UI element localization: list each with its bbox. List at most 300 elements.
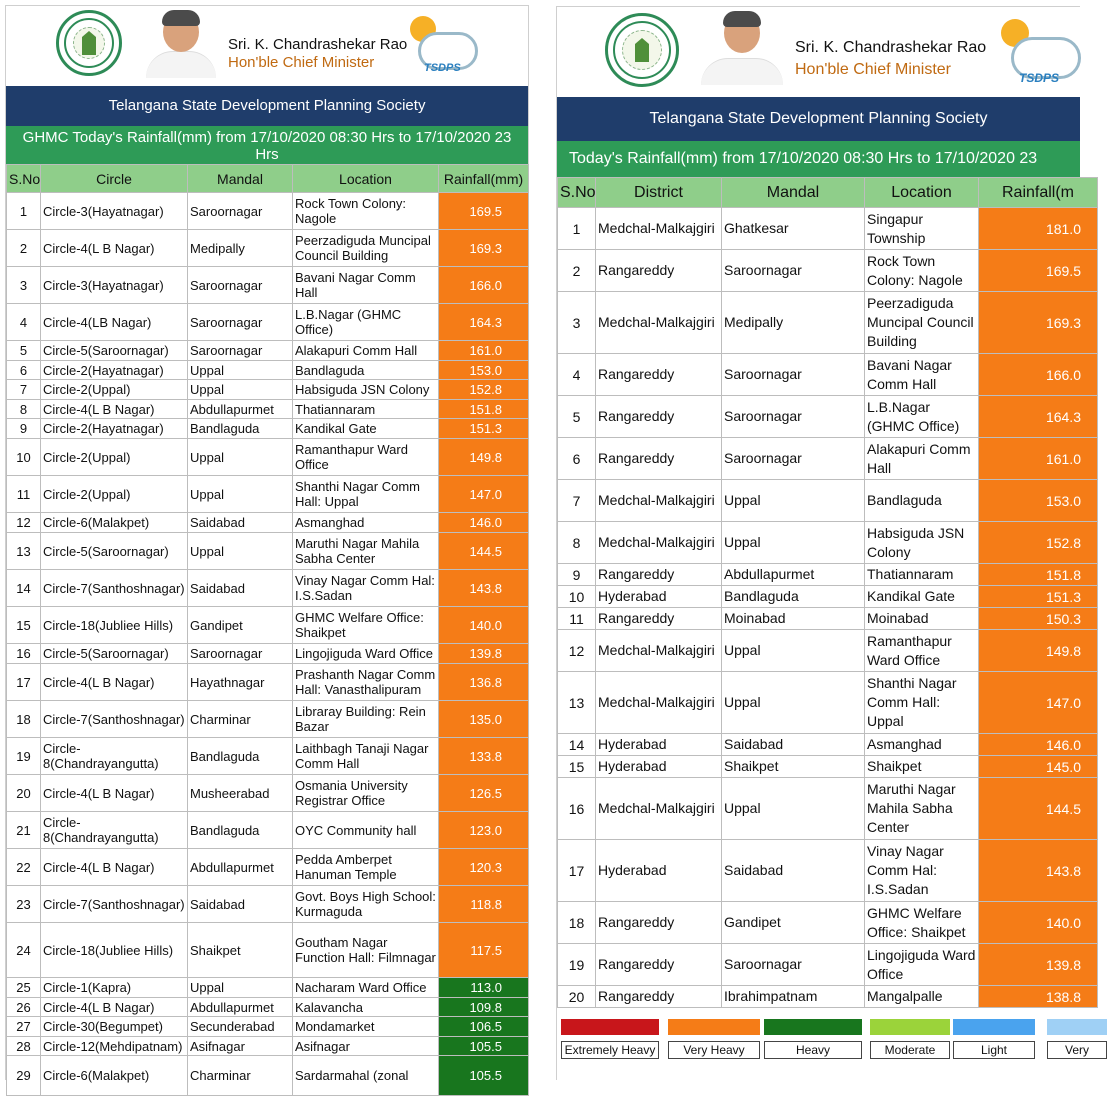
- mandal-cell: Charminar: [188, 1056, 293, 1096]
- table-row: [7, 1056, 529, 1096]
- serial-number-cell: 12: [558, 630, 596, 672]
- circle-cell: Circle-4(LB Nagar): [41, 304, 188, 341]
- rainfall-value-cell: 151.3: [979, 586, 1098, 608]
- rainfall-value-cell: 151.8: [979, 564, 1098, 586]
- circle-cell: Circle-7(Santhoshnagar): [41, 701, 188, 738]
- rainfall-value-cell: 153.0: [439, 361, 529, 380]
- rainfall-value-cell: 136.8: [439, 664, 529, 701]
- circle-cell: Circle-12(Mehdipatnam): [41, 1037, 188, 1056]
- location-cell: Thatiannaram: [865, 564, 979, 586]
- table-row: [7, 644, 529, 664]
- chief-minister-photo: [701, 9, 783, 85]
- table-row: [558, 944, 1098, 986]
- rainfall-value-cell: 126.5: [439, 775, 529, 812]
- location-cell: Alakapuri Comm Hall: [293, 341, 439, 361]
- ghmc-rainfall-table: [6, 164, 529, 1096]
- district-rainfall-panel: [556, 6, 1089, 1080]
- rainfall-value-cell: 133.8: [439, 738, 529, 775]
- table-row: [7, 886, 529, 923]
- serial-number-cell: 14: [558, 734, 596, 756]
- cm-designation: Hon'ble Chief Minister: [228, 54, 375, 71]
- district-cell: Medchal-Malkajgiri: [596, 522, 722, 564]
- mandal-cell: Saroornagar: [722, 354, 865, 396]
- table-row: [558, 522, 1098, 564]
- mandal-cell: Uppal: [722, 480, 865, 522]
- rainfall-value-cell: 181.0: [979, 208, 1098, 250]
- mandal-cell: Saidabad: [188, 886, 293, 923]
- table-row: [7, 923, 529, 978]
- rainfall-legend: [557, 1019, 1089, 1067]
- circle-cell: Circle-8(Chandrayangutta): [41, 812, 188, 849]
- location-cell: Osmania University Registrar Office: [293, 775, 439, 812]
- mandal-cell: Moinabad: [722, 608, 865, 630]
- rainfall-value-cell: 147.0: [439, 476, 529, 513]
- location-cell: Goutham Nagar Function Hall: Filmnagar: [293, 923, 439, 978]
- location-cell: Lingojiguda Ward Office: [865, 944, 979, 986]
- table-row: [558, 756, 1098, 778]
- district-cell: Rangareddy: [596, 564, 722, 586]
- district-cell: Medchal-Malkajgiri: [596, 292, 722, 354]
- mandal-cell: Uppal: [188, 439, 293, 476]
- circle-cell: Circle-4(L B Nagar): [41, 998, 188, 1017]
- mandal-cell: Saidabad: [722, 734, 865, 756]
- serial-number-cell: 10: [558, 586, 596, 608]
- panel-header: [557, 7, 1080, 97]
- location-cell: Habsiguda JSN Colony: [293, 380, 439, 400]
- circle-cell: Circle-2(Uppal): [41, 439, 188, 476]
- mandal-cell: Saroornagar: [722, 944, 865, 986]
- location-cell: Peerzadiguda Muncipal Council Building: [293, 230, 439, 267]
- circle-cell: Circle-6(Malakpet): [41, 513, 188, 533]
- circle-cell: Circle-7(Santhoshnagar): [41, 886, 188, 923]
- location-cell: Asmanghad: [865, 734, 979, 756]
- location-cell: OYC Community hall: [293, 812, 439, 849]
- location-cell: L.B.Nagar (GHMC Office): [293, 304, 439, 341]
- location-cell: Kandikal Gate: [865, 586, 979, 608]
- rainfall-value-cell: 166.0: [979, 354, 1098, 396]
- circle-cell: Circle-4(L B Nagar): [41, 230, 188, 267]
- district-cell: Medchal-Malkajgiri: [596, 208, 722, 250]
- district-cell: Hyderabad: [596, 586, 722, 608]
- table-row: [7, 607, 529, 644]
- circle-cell: Circle-18(Jubliee Hills): [41, 607, 188, 644]
- column-header: Circle: [41, 165, 188, 193]
- table-row: [7, 978, 529, 998]
- location-cell: Nacharam Ward Office: [293, 978, 439, 998]
- location-cell: Prashanth Nagar Comm Hall: Vanasthalipuram: [293, 664, 439, 701]
- tsdps-logo: [997, 15, 1081, 89]
- table-row: [7, 304, 529, 341]
- table-row: [7, 570, 529, 607]
- table-row: [7, 998, 529, 1017]
- rainfall-value-cell: 106.5: [439, 1017, 529, 1037]
- location-cell: Mondamarket: [293, 1017, 439, 1037]
- mandal-cell: Medipally: [722, 292, 865, 354]
- column-header: Mandal: [188, 165, 293, 193]
- rainfall-value-cell: 139.8: [439, 644, 529, 664]
- org-banner: Telangana State Development Planning Society: [557, 97, 1080, 141]
- serial-number-cell: 14: [7, 570, 41, 607]
- serial-number-cell: 24: [7, 923, 41, 978]
- legend-swatch: [953, 1019, 1035, 1035]
- location-cell: Mangalpalle: [865, 986, 979, 1008]
- district-cell: Rangareddy: [596, 608, 722, 630]
- rainfall-value-cell: 151.3: [439, 419, 529, 439]
- legend-item: [870, 1019, 950, 1063]
- rainfall-value-cell: 150.3: [979, 608, 1098, 630]
- location-cell: Singapur Township: [865, 208, 979, 250]
- serial-number-cell: 2: [7, 230, 41, 267]
- serial-number-cell: 13: [558, 672, 596, 734]
- location-cell: GHMC Welfare Office: Shaikpet: [293, 607, 439, 644]
- circle-cell: Circle-4(L B Nagar): [41, 400, 188, 419]
- rainfall-value-cell: 169.5: [979, 250, 1098, 292]
- table-row: [7, 664, 529, 701]
- table-row: [7, 400, 529, 419]
- mandal-cell: Saroornagar: [188, 644, 293, 664]
- table-row: [7, 419, 529, 439]
- org-banner: Telangana State Development Planning Society: [6, 86, 528, 126]
- mandal-cell: Abdullapurmet: [188, 849, 293, 886]
- serial-number-cell: 26: [7, 998, 41, 1017]
- column-header: Rainfall(m: [979, 178, 1098, 208]
- rainfall-value-cell: 146.0: [439, 513, 529, 533]
- rainfall-value-cell: 138.8: [979, 986, 1098, 1008]
- table-row: [7, 775, 529, 812]
- district-cell: Medchal-Malkajgiri: [596, 672, 722, 734]
- serial-number-cell: 6: [558, 438, 596, 480]
- serial-number-cell: 3: [7, 267, 41, 304]
- serial-number-cell: 1: [558, 208, 596, 250]
- rainfall-value-cell: 117.5: [439, 923, 529, 978]
- mandal-cell: Saroornagar: [722, 438, 865, 480]
- serial-number-cell: 3: [558, 292, 596, 354]
- legend-swatch: [561, 1019, 659, 1035]
- serial-number-cell: 21: [7, 812, 41, 849]
- circle-cell: Circle-2(Uppal): [41, 476, 188, 513]
- location-cell: Sardarmahal (zonal: [293, 1056, 439, 1096]
- rainfall-value-cell: 140.0: [439, 607, 529, 644]
- district-cell: Medchal-Malkajgiri: [596, 778, 722, 840]
- mandal-cell: Abdullapurmet: [188, 400, 293, 419]
- serial-number-cell: 18: [558, 902, 596, 944]
- rainfall-value-cell: 135.0: [439, 701, 529, 738]
- rainfall-value-cell: 166.0: [439, 267, 529, 304]
- serial-number-cell: 8: [558, 522, 596, 564]
- rainfall-value-cell: 105.5: [439, 1037, 529, 1056]
- legend-label: Moderate: [870, 1041, 950, 1059]
- circle-cell: Circle-2(Hayatnagar): [41, 361, 188, 380]
- table-row: [558, 438, 1098, 480]
- legend-swatch: [668, 1019, 760, 1035]
- mandal-cell: Bandlaguda: [188, 738, 293, 775]
- table-row: [7, 533, 529, 570]
- district-cell: Hyderabad: [596, 734, 722, 756]
- rainfall-value-cell: 161.0: [439, 341, 529, 361]
- serial-number-cell: 16: [7, 644, 41, 664]
- tsdps-logo-text: TSDPS: [424, 62, 461, 74]
- column-header: District: [596, 178, 722, 208]
- mandal-cell: Gandipet: [722, 902, 865, 944]
- serial-number-cell: 5: [558, 396, 596, 438]
- location-cell: Shanthi Nagar Comm Hall: Uppal: [865, 672, 979, 734]
- table-row: [7, 193, 529, 230]
- location-cell: GHMC Welfare Office: Shaikpet: [865, 902, 979, 944]
- rainfall-value-cell: 143.8: [439, 570, 529, 607]
- mandal-cell: Bandlaguda: [188, 812, 293, 849]
- table-row: [7, 1037, 529, 1056]
- table-row: [558, 902, 1098, 944]
- circle-cell: Circle-5(Saroornagar): [41, 533, 188, 570]
- ghmc-rainfall-panel: [5, 5, 529, 1083]
- circle-cell: Circle-4(L B Nagar): [41, 849, 188, 886]
- rainfall-value-cell: 113.0: [439, 978, 529, 998]
- mandal-cell: Asifnagar: [188, 1037, 293, 1056]
- rainfall-value-cell: 161.0: [979, 438, 1098, 480]
- serial-number-cell: 29: [7, 1056, 41, 1096]
- serial-number-cell: 15: [7, 607, 41, 644]
- location-cell: Govt. Boys High School: Kurmaguda: [293, 886, 439, 923]
- circle-cell: Circle-3(Hayatnagar): [41, 267, 188, 304]
- serial-number-cell: 19: [7, 738, 41, 775]
- serial-number-cell: 7: [558, 480, 596, 522]
- serial-number-cell: 16: [558, 778, 596, 840]
- rainfall-value-cell: 149.8: [439, 439, 529, 476]
- serial-number-cell: 10: [7, 439, 41, 476]
- location-cell: Kandikal Gate: [293, 419, 439, 439]
- mandal-cell: Uppal: [188, 361, 293, 380]
- table-row: [7, 701, 529, 738]
- circle-cell: Circle-2(Uppal): [41, 380, 188, 400]
- circle-cell: Circle-1(Kapra): [41, 978, 188, 998]
- legend-label: Extremely Heavy: [561, 1041, 659, 1059]
- location-cell: Thatiannaram: [293, 400, 439, 419]
- district-cell: Rangareddy: [596, 902, 722, 944]
- serial-number-cell: 5: [7, 341, 41, 361]
- rainfall-value-cell: 164.3: [979, 396, 1098, 438]
- rainfall-value-cell: 169.5: [439, 193, 529, 230]
- serial-number-cell: 19: [558, 944, 596, 986]
- mandal-cell: Secunderabad: [188, 1017, 293, 1037]
- column-header: S.No: [7, 165, 41, 193]
- serial-number-cell: 17: [7, 664, 41, 701]
- tsdps-logo: [406, 12, 486, 78]
- location-cell: Bandlaguda: [293, 361, 439, 380]
- serial-number-cell: 23: [7, 886, 41, 923]
- table-row: [7, 738, 529, 775]
- location-cell: Alakapuri Comm Hall: [865, 438, 979, 480]
- legend-label: Very: [1047, 1041, 1107, 1059]
- district-cell: Hyderabad: [596, 840, 722, 902]
- location-cell: Habsiguda JSN Colony: [865, 522, 979, 564]
- district-cell: Rangareddy: [596, 396, 722, 438]
- circle-cell: Circle-2(Hayatnagar): [41, 419, 188, 439]
- circle-cell: Circle-18(Jubliee Hills): [41, 923, 188, 978]
- location-cell: Ramanthapur Ward Office: [865, 630, 979, 672]
- serial-number-cell: 22: [7, 849, 41, 886]
- mandal-cell: Abdullapurmet: [188, 998, 293, 1017]
- district-cell: Medchal-Malkajgiri: [596, 480, 722, 522]
- table-row: [558, 986, 1098, 1008]
- location-cell: Bavani Nagar Comm Hall: [865, 354, 979, 396]
- location-cell: Vinay Nagar Comm Hal: I.S.Sadan: [865, 840, 979, 902]
- location-cell: Maruthi Nagar Mahila Sabha Center: [293, 533, 439, 570]
- cm-designation: Hon'ble Chief Minister: [795, 61, 952, 78]
- circle-cell: Circle-6(Malakpet): [41, 1056, 188, 1096]
- legend-swatch: [1047, 1019, 1107, 1035]
- telangana-seal-icon: [605, 13, 679, 87]
- table-row: [7, 513, 529, 533]
- rainfall-value-cell: 153.0: [979, 480, 1098, 522]
- rainfall-value-cell: 144.5: [439, 533, 529, 570]
- mandal-cell: Bandlaguda: [722, 586, 865, 608]
- rainfall-value-cell: 147.0: [979, 672, 1098, 734]
- district-cell: Rangareddy: [596, 354, 722, 396]
- circle-cell: Circle-8(Chandrayangutta): [41, 738, 188, 775]
- table-row: [7, 812, 529, 849]
- rainfall-value-cell: 118.8: [439, 886, 529, 923]
- district-cell: Medchal-Malkajgiri: [596, 630, 722, 672]
- table-row: [7, 380, 529, 400]
- rainfall-value-cell: 139.8: [979, 944, 1098, 986]
- mandal-cell: Shaikpet: [722, 756, 865, 778]
- serial-number-cell: 20: [7, 775, 41, 812]
- location-cell: Bavani Nagar Comm Hall: [293, 267, 439, 304]
- table-row: [7, 230, 529, 267]
- mandal-cell: Saidabad: [722, 840, 865, 902]
- cm-name: Sri. K. Chandrashekar Rao: [795, 39, 987, 56]
- table-row: [7, 267, 529, 304]
- panel-header: [6, 6, 528, 86]
- district-rainfall-table: [557, 177, 1098, 1008]
- mandal-cell: Ibrahimpatnam: [722, 986, 865, 1008]
- table-header-row: [7, 165, 529, 193]
- column-header: S.No: [558, 178, 596, 208]
- rainfall-value-cell: 151.8: [439, 400, 529, 419]
- location-cell: Ramanthapur Ward Office: [293, 439, 439, 476]
- mandal-cell: Uppal: [188, 380, 293, 400]
- serial-number-cell: 11: [7, 476, 41, 513]
- mandal-cell: Uppal: [188, 476, 293, 513]
- telangana-seal-icon: [56, 10, 122, 76]
- circle-cell: Circle-4(L B Nagar): [41, 775, 188, 812]
- table-row: [558, 586, 1098, 608]
- table-row: [558, 564, 1098, 586]
- serial-number-cell: 17: [558, 840, 596, 902]
- district-cell: Rangareddy: [596, 438, 722, 480]
- rainfall-value-cell: 105.5: [439, 1056, 529, 1096]
- mandal-cell: Uppal: [722, 672, 865, 734]
- location-cell: Laithbagh Tanaji Nagar Comm Hall: [293, 738, 439, 775]
- serial-number-cell: 27: [7, 1017, 41, 1037]
- district-cell: Rangareddy: [596, 250, 722, 292]
- rainfall-title-banner: Today's Rainfall(mm) from 17/10/2020 08:30 Hrs to 17/10/2020 23: [557, 141, 1080, 177]
- serial-number-cell: 11: [558, 608, 596, 630]
- mandal-cell: Uppal: [188, 533, 293, 570]
- column-header: Location: [865, 178, 979, 208]
- mandal-cell: Uppal: [188, 978, 293, 998]
- table-row: [558, 292, 1098, 354]
- serial-number-cell: 9: [558, 564, 596, 586]
- rainfall-value-cell: 169.3: [439, 230, 529, 267]
- serial-number-cell: 12: [7, 513, 41, 533]
- mandal-cell: Saidabad: [188, 570, 293, 607]
- legend-swatch: [870, 1019, 950, 1035]
- legend-label: Very Heavy: [668, 1041, 760, 1059]
- serial-number-cell: 25: [7, 978, 41, 998]
- serial-number-cell: 7: [7, 380, 41, 400]
- rainfall-value-cell: 145.0: [979, 756, 1098, 778]
- legend-swatch: [764, 1019, 862, 1035]
- circle-cell: Circle-30(Begumpet): [41, 1017, 188, 1037]
- rainfall-value-cell: 143.8: [979, 840, 1098, 902]
- serial-number-cell: 2: [558, 250, 596, 292]
- location-cell: Asifnagar: [293, 1037, 439, 1056]
- mandal-cell: Saroornagar: [722, 396, 865, 438]
- legend-item: [1047, 1019, 1107, 1063]
- circle-cell: Circle-4(L B Nagar): [41, 664, 188, 701]
- serial-number-cell: 4: [558, 354, 596, 396]
- rainfall-value-cell: 144.5: [979, 778, 1098, 840]
- mandal-cell: Shaikpet: [188, 923, 293, 978]
- rainfall-value-cell: 164.3: [439, 304, 529, 341]
- chief-minister-photo: [146, 8, 216, 78]
- mandal-cell: Uppal: [722, 778, 865, 840]
- legend-label: Light: [953, 1041, 1035, 1059]
- circle-cell: Circle-7(Santhoshnagar): [41, 570, 188, 607]
- serial-number-cell: 8: [7, 400, 41, 419]
- table-row: [558, 608, 1098, 630]
- column-header: Mandal: [722, 178, 865, 208]
- table-row: [558, 396, 1098, 438]
- mandal-cell: Saroornagar: [188, 341, 293, 361]
- mandal-cell: Saroornagar: [188, 193, 293, 230]
- district-cell: Hyderabad: [596, 756, 722, 778]
- circle-cell: Circle-5(Saroornagar): [41, 644, 188, 664]
- location-cell: Moinabad: [865, 608, 979, 630]
- table-header-row: [558, 178, 1098, 208]
- mandal-cell: Gandipet: [188, 607, 293, 644]
- mandal-cell: Musheerabad: [188, 775, 293, 812]
- location-cell: Rock Town Colony: Nagole: [293, 193, 439, 230]
- mandal-cell: Saroornagar: [188, 304, 293, 341]
- circle-cell: Circle-5(Saroornagar): [41, 341, 188, 361]
- legend-label: Heavy: [764, 1041, 862, 1059]
- location-cell: Libraray Building: Rein Bazar: [293, 701, 439, 738]
- rainfall-value-cell: 109.8: [439, 998, 529, 1017]
- table-row: [558, 734, 1098, 756]
- legend-item: [561, 1019, 659, 1063]
- legend-item: [764, 1019, 862, 1063]
- mandal-cell: Medipally: [188, 230, 293, 267]
- serial-number-cell: 18: [7, 701, 41, 738]
- serial-number-cell: 4: [7, 304, 41, 341]
- circle-cell: Circle-3(Hayatnagar): [41, 193, 188, 230]
- serial-number-cell: 20: [558, 986, 596, 1008]
- table-row: [558, 778, 1098, 840]
- rainfall-value-cell: 146.0: [979, 734, 1098, 756]
- mandal-cell: Saidabad: [188, 513, 293, 533]
- legend-item: [668, 1019, 760, 1063]
- serial-number-cell: 28: [7, 1037, 41, 1056]
- table-row: [7, 439, 529, 476]
- table-row: [558, 672, 1098, 734]
- location-cell: L.B.Nagar (GHMC Office): [865, 396, 979, 438]
- table-row: [558, 840, 1098, 902]
- serial-number-cell: 15: [558, 756, 596, 778]
- table-row: [7, 1017, 529, 1037]
- location-cell: Asmanghad: [293, 513, 439, 533]
